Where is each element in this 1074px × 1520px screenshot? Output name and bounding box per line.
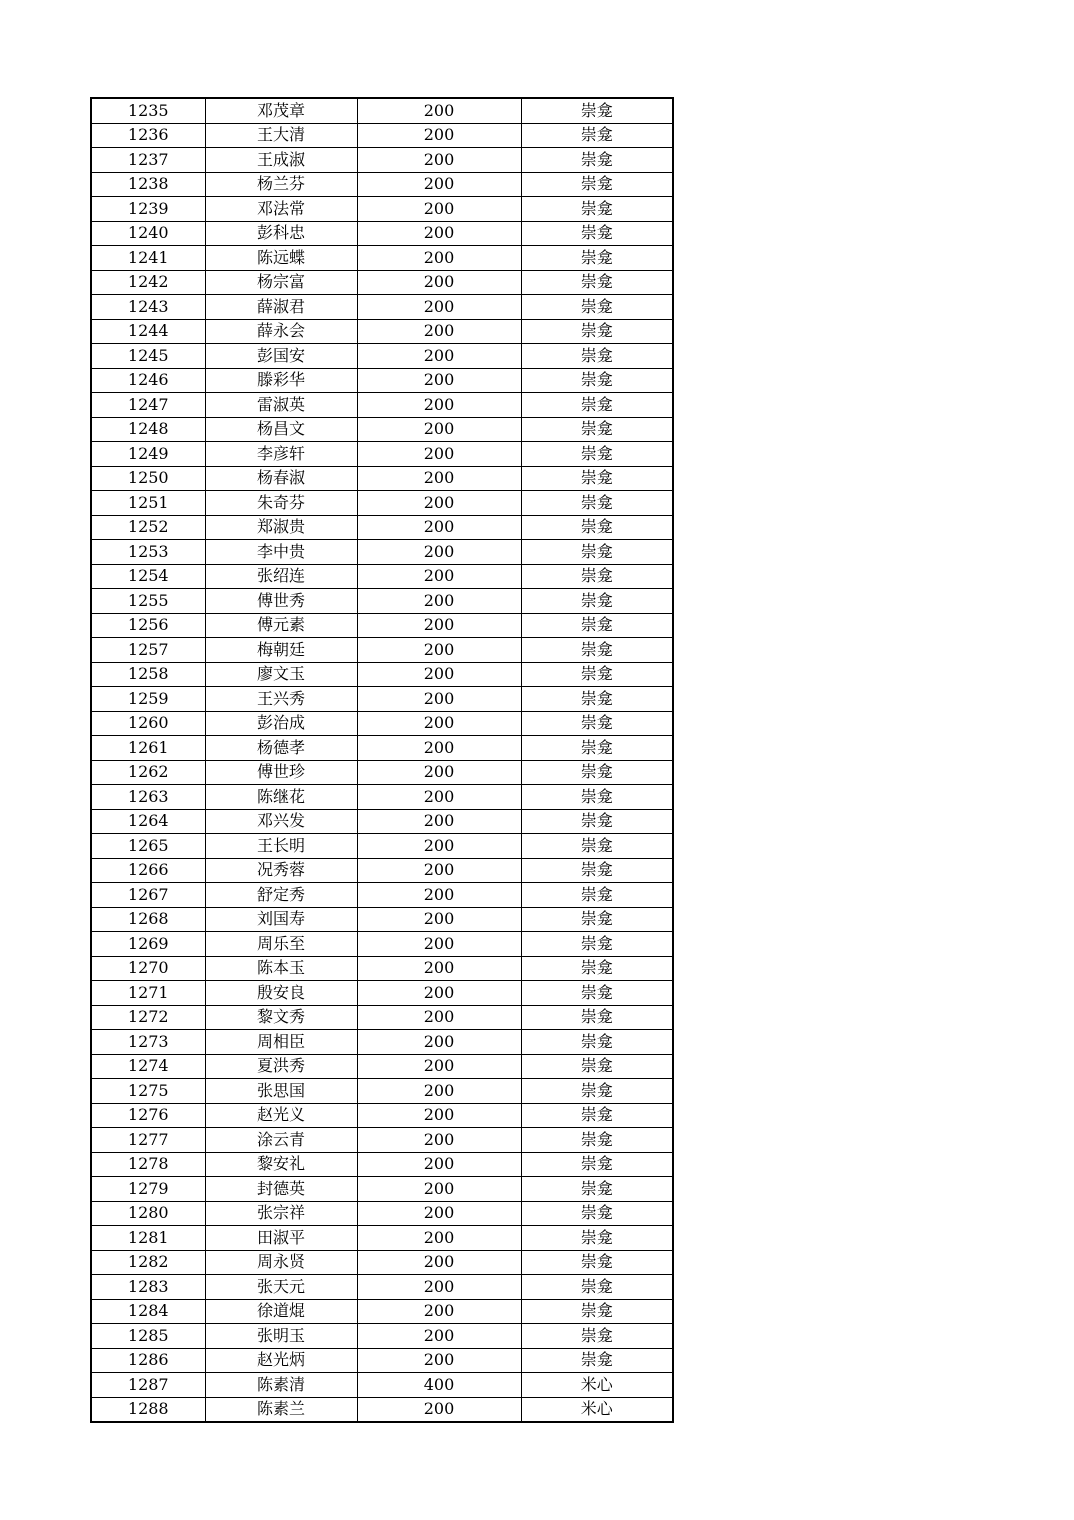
row-number-cell: 1244: [91, 319, 205, 344]
row-number-cell: 1283: [91, 1275, 205, 1300]
township-cell: 崇龛: [521, 785, 673, 810]
township-cell: 崇龛: [521, 736, 673, 761]
name-cell: 彭治成: [205, 711, 357, 736]
township-cell: 崇龛: [521, 760, 673, 785]
table-row: [91, 417, 673, 442]
table-row: [91, 1226, 673, 1251]
township-cell: 崇龛: [521, 956, 673, 981]
amount-cell: 200: [357, 1079, 521, 1104]
row-number-cell: 1282: [91, 1250, 205, 1275]
name-cell: 雷淑英: [205, 393, 357, 418]
table-row: [91, 981, 673, 1006]
table-row: [91, 1128, 673, 1153]
amount-cell: 200: [357, 540, 521, 565]
table-row: [91, 1275, 673, 1300]
amount-cell: 200: [357, 221, 521, 246]
amount-cell: 200: [357, 760, 521, 785]
row-number-cell: 1258: [91, 662, 205, 687]
township-cell: 崇龛: [521, 466, 673, 491]
township-cell: 崇龛: [521, 1103, 673, 1128]
township-cell: 崇龛: [521, 123, 673, 148]
row-number-cell: 1262: [91, 760, 205, 785]
amount-cell: 400: [357, 1373, 521, 1398]
table-row: [91, 834, 673, 859]
table-row: [91, 858, 673, 883]
name-cell: 刘国寿: [205, 907, 357, 932]
township-cell: 崇龛: [521, 270, 673, 295]
amount-cell: 200: [357, 1054, 521, 1079]
amount-cell: 200: [357, 123, 521, 148]
row-number-cell: 1279: [91, 1177, 205, 1202]
row-number-cell: 1259: [91, 687, 205, 712]
name-cell: 周相臣: [205, 1030, 357, 1055]
row-number-cell: 1241: [91, 246, 205, 271]
row-number-cell: 1265: [91, 834, 205, 859]
table-row: [91, 270, 673, 295]
table-row: [91, 1324, 673, 1349]
row-number-cell: 1235: [91, 98, 205, 123]
row-number-cell: 1238: [91, 172, 205, 197]
name-cell: 杨昌文: [205, 417, 357, 442]
row-number-cell: 1263: [91, 785, 205, 810]
name-cell: 滕彩华: [205, 368, 357, 393]
township-cell: 崇龛: [521, 515, 673, 540]
amount-cell: 200: [357, 589, 521, 614]
amount-cell: 200: [357, 834, 521, 859]
row-number-cell: 1266: [91, 858, 205, 883]
table-row: [91, 956, 673, 981]
name-cell: 傅元素: [205, 613, 357, 638]
name-cell: 周永贤: [205, 1250, 357, 1275]
township-cell: 崇龛: [521, 417, 673, 442]
amount-cell: 200: [357, 1250, 521, 1275]
township-cell: 崇龛: [521, 932, 673, 957]
amount-cell: 200: [357, 319, 521, 344]
name-cell: 邓兴发: [205, 809, 357, 834]
name-cell: 况秀蓉: [205, 858, 357, 883]
name-cell: 廖文玉: [205, 662, 357, 687]
row-number-cell: 1286: [91, 1348, 205, 1373]
table-row: [91, 442, 673, 467]
township-cell: 崇龛: [521, 1177, 673, 1202]
township-cell: 崇龛: [521, 295, 673, 320]
name-cell: 夏洪秀: [205, 1054, 357, 1079]
name-cell: 薛淑君: [205, 295, 357, 320]
table-row: [91, 197, 673, 222]
table-row: [91, 711, 673, 736]
name-cell: 王兴秀: [205, 687, 357, 712]
row-number-cell: 1257: [91, 638, 205, 663]
table-row: [91, 1348, 673, 1373]
township-cell: 崇龛: [521, 1054, 673, 1079]
amount-cell: 200: [357, 344, 521, 369]
name-cell: 彭国安: [205, 344, 357, 369]
amount-cell: 200: [357, 393, 521, 418]
row-number-cell: 1284: [91, 1299, 205, 1324]
township-cell: 崇龛: [521, 344, 673, 369]
township-cell: 崇龛: [521, 1079, 673, 1104]
name-cell: 赵光炳: [205, 1348, 357, 1373]
table-row: [91, 1177, 673, 1202]
amount-cell: 200: [357, 1226, 521, 1251]
row-number-cell: 1270: [91, 956, 205, 981]
amount-cell: 200: [357, 1177, 521, 1202]
township-cell: 崇龛: [521, 711, 673, 736]
table-row: [91, 589, 673, 614]
township-cell: 崇龛: [521, 1275, 673, 1300]
table-row: [91, 613, 673, 638]
name-cell: 陈本玉: [205, 956, 357, 981]
name-cell: 涂云青: [205, 1128, 357, 1153]
name-cell: 张明玉: [205, 1324, 357, 1349]
amount-cell: 200: [357, 613, 521, 638]
table-row: [91, 638, 673, 663]
township-cell: 崇龛: [521, 589, 673, 614]
amount-cell: 200: [357, 883, 521, 908]
name-cell: 邓法常: [205, 197, 357, 222]
table-row: [91, 221, 673, 246]
table-row: [91, 295, 673, 320]
township-cell: 崇龛: [521, 907, 673, 932]
amount-cell: 200: [357, 1030, 521, 1055]
name-cell: 王大清: [205, 123, 357, 148]
table-row: [91, 172, 673, 197]
table-row: [91, 148, 673, 173]
row-number-cell: 1288: [91, 1397, 205, 1422]
row-number-cell: 1251: [91, 491, 205, 516]
name-cell: 彭科忠: [205, 221, 357, 246]
amount-cell: 200: [357, 564, 521, 589]
row-number-cell: 1277: [91, 1128, 205, 1153]
row-number-cell: 1271: [91, 981, 205, 1006]
name-cell: 张绍连: [205, 564, 357, 589]
row-number-cell: 1248: [91, 417, 205, 442]
name-cell: 陈素兰: [205, 1397, 357, 1422]
amount-cell: 200: [357, 1348, 521, 1373]
row-number-cell: 1253: [91, 540, 205, 565]
township-cell: 崇龛: [521, 393, 673, 418]
township-cell: 崇龛: [521, 148, 673, 173]
row-number-cell: 1275: [91, 1079, 205, 1104]
name-cell: 赵光义: [205, 1103, 357, 1128]
table-row: [91, 246, 673, 271]
amount-cell: 200: [357, 809, 521, 834]
amount-cell: 200: [357, 1324, 521, 1349]
name-cell: 田淑平: [205, 1226, 357, 1251]
table-row: [91, 1054, 673, 1079]
row-number-cell: 1237: [91, 148, 205, 173]
township-cell: 崇龛: [521, 1128, 673, 1153]
township-cell: 米心: [521, 1397, 673, 1422]
township-cell: 崇龛: [521, 1299, 673, 1324]
amount-cell: 200: [357, 1103, 521, 1128]
township-cell: 崇龛: [521, 1324, 673, 1349]
name-cell: 徐道焜: [205, 1299, 357, 1324]
table-row: [91, 98, 673, 123]
amount-cell: 200: [357, 1005, 521, 1030]
name-cell: 封德英: [205, 1177, 357, 1202]
township-cell: 崇龛: [521, 197, 673, 222]
township-cell: 崇龛: [521, 491, 673, 516]
table-row: [91, 368, 673, 393]
row-number-cell: 1274: [91, 1054, 205, 1079]
township-cell: 崇龛: [521, 319, 673, 344]
amount-cell: 200: [357, 956, 521, 981]
row-number-cell: 1240: [91, 221, 205, 246]
row-number-cell: 1272: [91, 1005, 205, 1030]
township-cell: 崇龛: [521, 1226, 673, 1251]
row-number-cell: 1276: [91, 1103, 205, 1128]
amount-cell: 200: [357, 662, 521, 687]
amount-cell: 200: [357, 466, 521, 491]
amount-cell: 200: [357, 1275, 521, 1300]
row-number-cell: 1280: [91, 1201, 205, 1226]
township-cell: 崇龛: [521, 172, 673, 197]
table-row: [91, 907, 673, 932]
row-number-cell: 1285: [91, 1324, 205, 1349]
table-row: [91, 1079, 673, 1104]
row-number-cell: 1269: [91, 932, 205, 957]
amount-cell: 200: [357, 1152, 521, 1177]
name-cell: 王成淑: [205, 148, 357, 173]
name-cell: 李彦轩: [205, 442, 357, 467]
township-cell: 崇龛: [521, 687, 673, 712]
name-cell: 黎安礼: [205, 1152, 357, 1177]
table-body: [91, 98, 673, 1422]
table-row: [91, 662, 673, 687]
name-cell: 傅世珍: [205, 760, 357, 785]
table-row: [91, 1005, 673, 1030]
row-number-cell: 1264: [91, 809, 205, 834]
township-cell: 崇龛: [521, 662, 673, 687]
table-row: [91, 515, 673, 540]
table-row: [91, 123, 673, 148]
row-number-cell: 1260: [91, 711, 205, 736]
row-number-cell: 1246: [91, 368, 205, 393]
row-number-cell: 1287: [91, 1373, 205, 1398]
table-row: [91, 809, 673, 834]
township-cell: 崇龛: [521, 442, 673, 467]
name-cell: 薛永会: [205, 319, 357, 344]
township-cell: 崇龛: [521, 246, 673, 271]
township-cell: 崇龛: [521, 368, 673, 393]
table-row: [91, 1299, 673, 1324]
table-row: [91, 540, 673, 565]
amount-cell: 200: [357, 148, 521, 173]
name-cell: 陈继花: [205, 785, 357, 810]
name-cell: 杨德孝: [205, 736, 357, 761]
township-cell: 崇龛: [521, 1030, 673, 1055]
name-cell: 梅朝廷: [205, 638, 357, 663]
name-cell: 黎文秀: [205, 1005, 357, 1030]
table-row: [91, 1103, 673, 1128]
amount-cell: 200: [357, 1201, 521, 1226]
name-cell: 王长明: [205, 834, 357, 859]
table-row: [91, 319, 673, 344]
name-cell: 杨宗富: [205, 270, 357, 295]
row-number-cell: 1247: [91, 393, 205, 418]
amount-cell: 200: [357, 197, 521, 222]
row-number-cell: 1243: [91, 295, 205, 320]
amount-cell: 200: [357, 417, 521, 442]
row-number-cell: 1236: [91, 123, 205, 148]
amount-cell: 200: [357, 368, 521, 393]
amount-cell: 200: [357, 981, 521, 1006]
row-number-cell: 1245: [91, 344, 205, 369]
name-cell: 陈素清: [205, 1373, 357, 1398]
row-number-cell: 1267: [91, 883, 205, 908]
table-row: [91, 466, 673, 491]
table-row: [91, 1373, 673, 1398]
amount-cell: 200: [357, 515, 521, 540]
name-cell: 舒定秀: [205, 883, 357, 908]
township-cell: 米心: [521, 1373, 673, 1398]
name-cell: 李中贵: [205, 540, 357, 565]
township-cell: 崇龛: [521, 613, 673, 638]
amount-cell: 200: [357, 295, 521, 320]
table-row: [91, 344, 673, 369]
table-row: [91, 883, 673, 908]
amount-cell: 200: [357, 246, 521, 271]
table-row: [91, 1030, 673, 1055]
township-cell: 崇龛: [521, 858, 673, 883]
township-cell: 崇龛: [521, 98, 673, 123]
row-number-cell: 1242: [91, 270, 205, 295]
name-cell: 杨春淑: [205, 466, 357, 491]
table-row: [91, 1250, 673, 1275]
row-number-cell: 1261: [91, 736, 205, 761]
township-cell: 崇龛: [521, 221, 673, 246]
township-cell: 崇龛: [521, 1250, 673, 1275]
amount-cell: 200: [357, 1397, 521, 1422]
township-cell: 崇龛: [521, 1348, 673, 1373]
name-cell: 邓茂章: [205, 98, 357, 123]
row-number-cell: 1255: [91, 589, 205, 614]
name-cell: 殷安良: [205, 981, 357, 1006]
township-cell: 崇龛: [521, 834, 673, 859]
township-cell: 崇龛: [521, 540, 673, 565]
township-cell: 崇龛: [521, 981, 673, 1006]
name-cell: 周乐至: [205, 932, 357, 957]
township-cell: 崇龛: [521, 809, 673, 834]
row-number-cell: 1281: [91, 1226, 205, 1251]
name-cell: 张思国: [205, 1079, 357, 1104]
township-cell: 崇龛: [521, 1201, 673, 1226]
amount-cell: 200: [357, 907, 521, 932]
table-row: [91, 491, 673, 516]
township-cell: 崇龛: [521, 1152, 673, 1177]
table-row: [91, 760, 673, 785]
amount-cell: 200: [357, 1299, 521, 1324]
row-number-cell: 1252: [91, 515, 205, 540]
table-row: [91, 1397, 673, 1422]
amount-cell: 200: [357, 638, 521, 663]
amount-cell: 200: [357, 98, 521, 123]
amount-cell: 200: [357, 1128, 521, 1153]
data-table: [90, 97, 674, 1423]
table-row: [91, 1152, 673, 1177]
table-row: [91, 932, 673, 957]
row-number-cell: 1249: [91, 442, 205, 467]
row-number-cell: 1254: [91, 564, 205, 589]
table-row: [91, 785, 673, 810]
township-cell: 崇龛: [521, 638, 673, 663]
table-row: [91, 687, 673, 712]
name-cell: 朱奇芬: [205, 491, 357, 516]
amount-cell: 200: [357, 785, 521, 810]
amount-cell: 200: [357, 270, 521, 295]
amount-cell: 200: [357, 932, 521, 957]
name-cell: 郑淑贵: [205, 515, 357, 540]
name-cell: 张宗祥: [205, 1201, 357, 1226]
township-cell: 崇龛: [521, 883, 673, 908]
amount-cell: 200: [357, 736, 521, 761]
township-cell: 崇龛: [521, 564, 673, 589]
name-cell: 张天元: [205, 1275, 357, 1300]
row-number-cell: 1239: [91, 197, 205, 222]
amount-cell: 200: [357, 442, 521, 467]
amount-cell: 200: [357, 858, 521, 883]
table-row: [91, 564, 673, 589]
name-cell: 傅世秀: [205, 589, 357, 614]
row-number-cell: 1250: [91, 466, 205, 491]
amount-cell: 200: [357, 172, 521, 197]
row-number-cell: 1268: [91, 907, 205, 932]
row-number-cell: 1278: [91, 1152, 205, 1177]
name-cell: 陈远蝶: [205, 246, 357, 271]
table-row: [91, 393, 673, 418]
table-row: [91, 1201, 673, 1226]
row-number-cell: 1273: [91, 1030, 205, 1055]
table-row: [91, 736, 673, 761]
name-cell: 杨兰芬: [205, 172, 357, 197]
amount-cell: 200: [357, 687, 521, 712]
amount-cell: 200: [357, 711, 521, 736]
township-cell: 崇龛: [521, 1005, 673, 1030]
amount-cell: 200: [357, 491, 521, 516]
row-number-cell: 1256: [91, 613, 205, 638]
